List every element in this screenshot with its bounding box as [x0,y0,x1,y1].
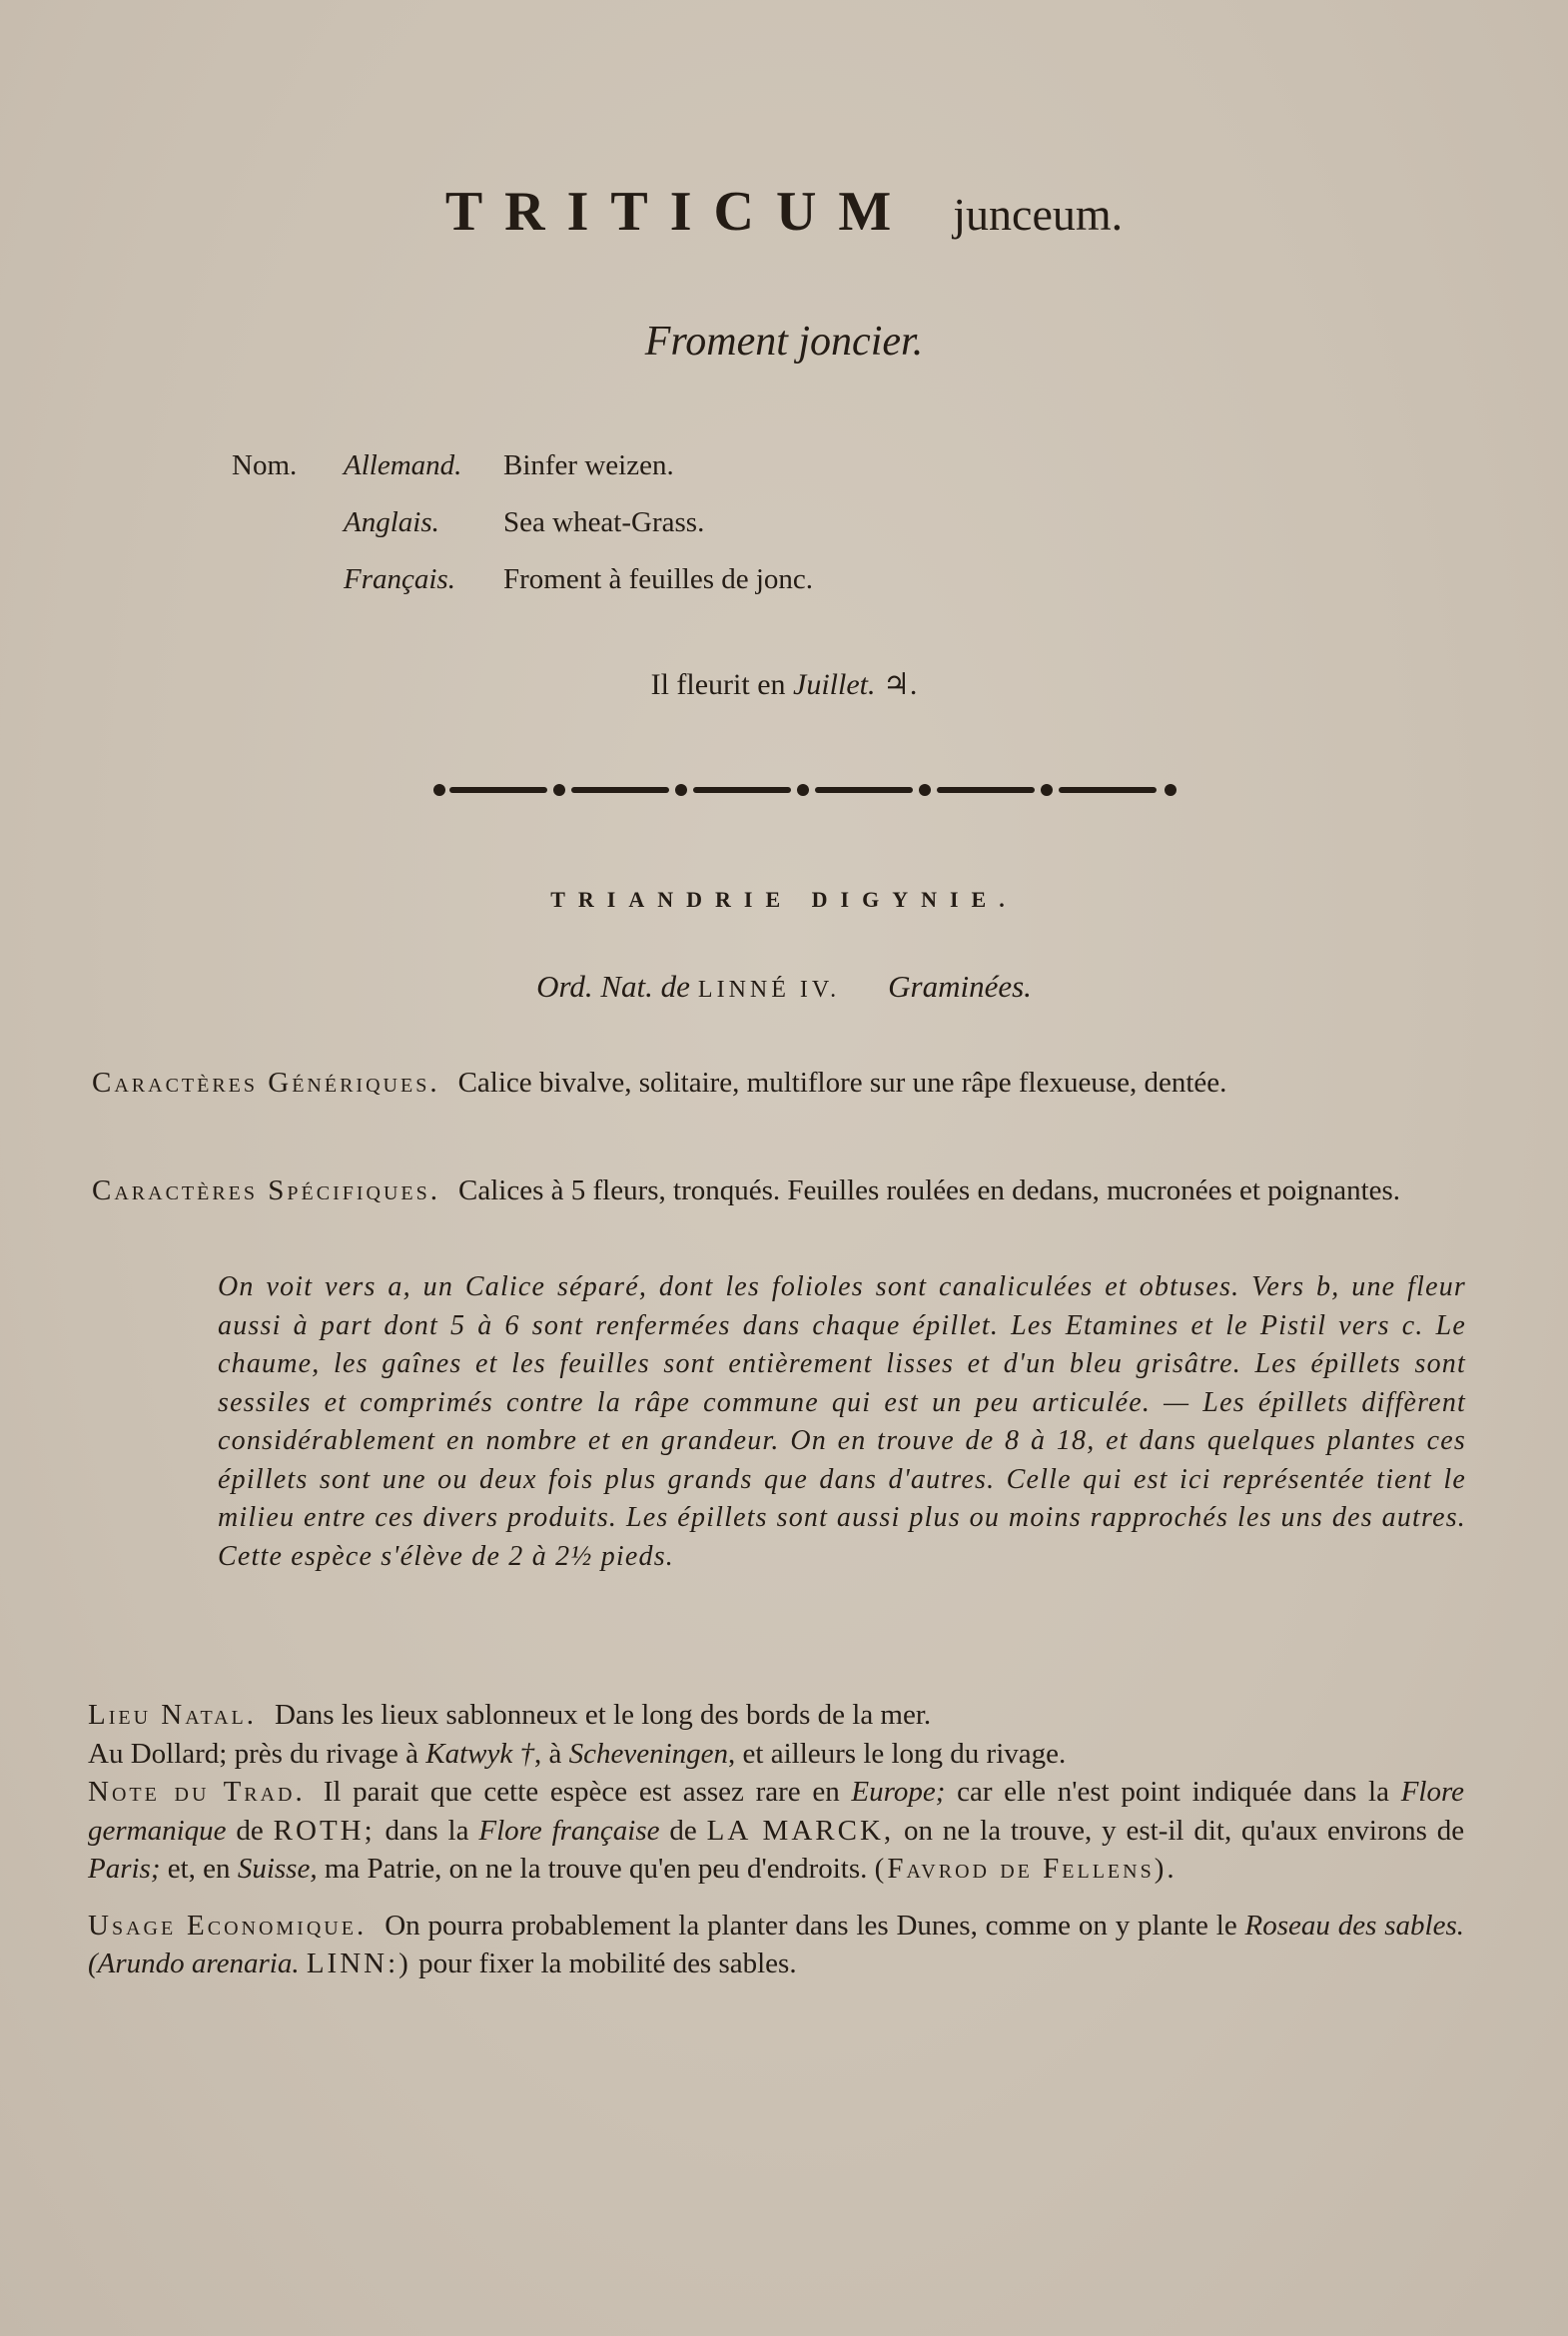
language-label: Français. [344,563,455,595]
translator-note [88,1773,1464,1889]
generic-heading: Caractères Génériques. [92,1067,440,1099]
usage-heading: Usage Economique. [88,1909,368,1942]
note-suisse: Suisse, [237,1853,318,1885]
genus-name: TRITICUM [444,181,914,243]
note-roth: ROTH; [273,1814,376,1847]
ornamental-divider [431,782,1180,798]
note-text: ma Patrie, on ne la trouve qu'en peu d'endroits. [324,1853,868,1885]
nom-label: Nom. [232,449,298,481]
specific-heading: Caractères Spécifiques. [92,1174,441,1206]
natural-order [0,969,1568,1005]
note-text: et, en [167,1853,231,1885]
economic-use [88,1907,1464,1983]
place-katwyk: Katwyk † [425,1737,534,1770]
family-name: Graminées. [888,969,1032,1004]
language-label: Anglais. [344,506,439,538]
name-row-french [232,551,813,608]
flowering-prefix: Il fleurit en [650,668,786,701]
usage-text: On pourra probablement la planter dans les Dunes, comme on y plante le [385,1909,1237,1942]
habitat-text-4: , et ailleurs le long du rivage. [728,1737,1067,1770]
note-europe: Europe; [851,1776,946,1808]
specific-characters [92,1172,1482,1209]
ordnat-prefix: Ord. Nat. de [536,969,690,1004]
note-lamarck: LA MARCK, [706,1814,895,1847]
usage-text: pour fixer la mobilité des sables. [418,1947,797,1979]
note-text: de [669,1814,697,1847]
flowering-period [0,667,1568,702]
note-text: de [236,1814,264,1847]
generic-text: Calice bivalve, solitaire, multiflore sur une râpe flexueuse, dentée. [457,1067,1227,1099]
page-title [0,180,1568,244]
note-flore-germanique: Flore germanique [88,1776,1465,1847]
generic-characters [92,1065,1482,1102]
habitat-paragraph [88,1696,1464,1773]
french-common-name: Froment joncier. [644,319,924,365]
habitat-text-2: Au Dollard; près du rivage à [88,1737,418,1770]
linne-ref: LINNÉ IV. [697,977,841,1003]
flowering-month: Juillet. [793,668,876,701]
name-value: Froment à feuilles de jonc. [503,563,814,595]
name-row-english [232,494,813,551]
note-text: car elle n'est point indiquée dans la [957,1776,1389,1808]
language-label: Allemand. [344,449,462,481]
notes-section [88,1696,1464,1983]
note-paris: Paris; [88,1853,161,1885]
note-heading: Note du Trad. [88,1776,306,1808]
note-flore-francaise: Flore française [478,1814,660,1847]
usage-roseau: Roseau des sables. [1244,1909,1464,1942]
note-text: on ne la trouve, y est-il dit, qu'aux environs de [904,1814,1465,1847]
name-row-german [232,437,813,494]
habitat-text-3: , à [533,1737,562,1770]
species-name: junceum. [953,189,1124,240]
note-text: dans la [385,1814,469,1847]
name-value: Binfer weizen. [503,449,674,481]
note-author: (Favrod de Fellens). [874,1853,1177,1885]
usage-arundo: (Arundo arenaria. [88,1947,300,1979]
usage-linn: LINN:) [306,1947,411,1979]
perennial-symbol: ♃. [883,668,918,701]
vernacular-names [232,437,813,608]
habitat-heading: Lieu Natal. [88,1699,257,1731]
habitat-text: Dans les lieux sablonneux et le long des bords de la mer. [274,1699,932,1731]
linnaean-class: TRIANDRIE DIGYNIE. [550,887,1018,912]
place-scheveningen: Scheveningen [568,1737,729,1770]
note-text: Il parait que cette espèce est assez rare en [323,1776,840,1808]
specific-text: Calices à 5 fleurs, tronqués. Feuilles roulées en dedans, mucronées et poignantes. [458,1174,1401,1206]
plate-description: On voit vers a, un Calice séparé, dont les folioles sont canaliculées et obtuses. Vers b, une fleur aussi à part dont 5 à 6 sont renfermées dans chaque épillet. Les Etamines et le Pistil vers c. Le chaume, les gaînes et les feuilles sont entièrement lisses et d'un bleu grisâtre. Les épillets sont sessiles et comprimés contre la râpe commune qui est un peu articulée. — Les épillets diffèrent considérablement en nombre et en grandeur. On en trouve de 8 à 18, et dans quelques plantes ces épillets sont une ou deux fois plus grands que dans d'autres. Celle qui est ici représentée tient le milieu entre ces divers produits. Les épillets sont aussi plus ou moins rapprochés les uns des autres. Cette espèce s'élève de 2 à 2½ pieds. [218,1271,1466,1572]
name-value: Sea wheat-Grass. [503,506,705,538]
